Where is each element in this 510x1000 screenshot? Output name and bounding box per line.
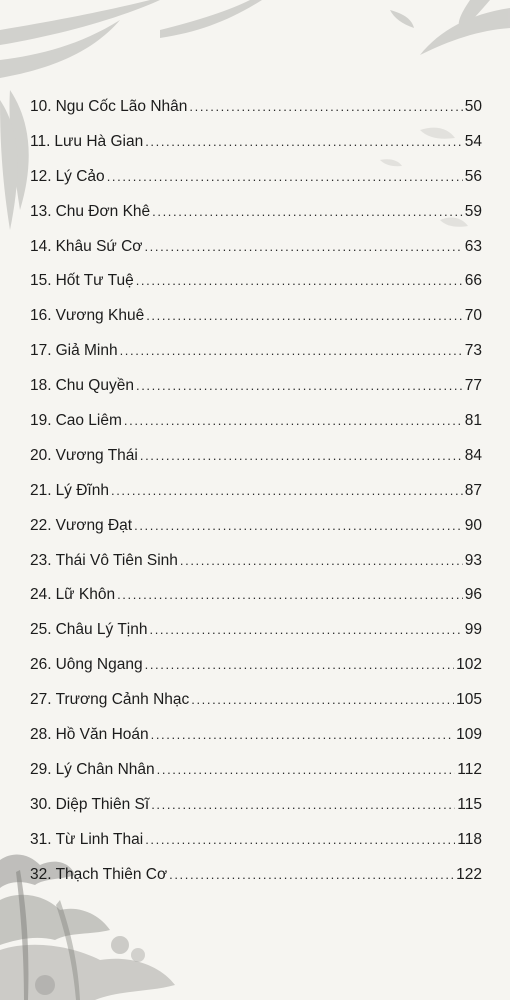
toc-entry-number: 30. [30,795,52,813]
dot-leader [117,587,463,602]
toc-entry-number: 22. [30,516,52,534]
toc-entry-number: 32. [30,865,52,883]
dot-leader [169,867,454,882]
toc-entry-page-number: 93 [464,551,482,569]
dot-leader [145,832,455,847]
toc-entry-page-number: 50 [464,98,482,115]
toc-entry-title: Vương Thái [55,446,138,464]
dot-leader [180,553,463,568]
toc-entry-page-number: 102 [456,656,482,674]
toc-entry-number: 10. [30,98,52,115]
toc-entry [30,517,482,552]
table-of-contents [30,98,482,900]
toc-entry-title: Lý Cảo [55,167,105,185]
toc-entry-page-number: 115 [457,795,482,813]
toc-entry-number: 28. [30,726,52,744]
toc-entry-title: Vương Khuê [55,307,145,325]
dot-leader [111,483,463,498]
toc-entry [30,203,482,238]
toc-entry-title: Uông Ngang [55,656,143,674]
dot-leader [149,622,462,637]
toc-entry-title: Thái Vô Tiên Sinh [55,551,178,569]
toc-entry-title: Diệp Thiên Sĩ [55,795,150,813]
toc-entry-title: Lý Chân Nhân [55,760,155,778]
toc-entry-page-number: 96 [464,586,482,604]
dot-leader [146,308,463,323]
toc-entry-title: Hồ Văn Hoán [55,726,149,744]
toc-entry [30,726,482,761]
toc-entry-page-number: 56 [464,167,482,185]
toc-entry-page-number: 84 [464,446,482,464]
toc-entry [30,482,482,517]
dot-leader [152,204,463,219]
toc-entry [30,412,482,447]
toc-entry-page-number: 122 [456,865,482,883]
toc-entry [30,796,482,831]
toc-entry-number: 21. [30,481,52,499]
toc-entry-page-number: 109 [456,726,482,744]
toc-entry-title: Vương Đạt [55,516,133,534]
dot-leader [145,657,455,672]
toc-entry [30,238,482,273]
toc-entry [30,761,482,796]
toc-entry-number: 15. [30,272,52,290]
toc-entry [30,98,482,133]
toc-entry-page-number: 77 [464,377,482,395]
toc-entry-title: Lý Đĩnh [55,481,109,499]
toc-entry-number: 13. [30,202,52,220]
toc-entry-page-number: 54 [464,132,482,150]
toc-entry-title: Ngu Cốc Lão Nhân [55,98,188,115]
dot-leader [124,413,463,428]
toc-entry-title: Lưu Hà Gian [54,132,144,150]
toc-entry-number: 11. [30,132,51,150]
toc-entry [30,377,482,412]
toc-entry-number: 31. [30,830,52,848]
toc-entry-title: Chu Quyền [55,377,134,395]
toc-entry-page-number: 99 [464,621,482,639]
toc-entry-page-number: 90 [464,516,482,534]
toc-entry [30,656,482,691]
toc-entry-title: Thạch Thiên Cơ [55,865,168,883]
toc-entry [30,552,482,587]
toc-entry-number: 17. [30,342,52,360]
toc-entry-number: 26. [30,656,52,674]
toc-entry-title: Từ Linh Thai [55,830,144,848]
toc-entry-page-number: 66 [464,272,482,290]
toc-entry-page-number: 112 [457,760,482,778]
toc-entry [30,342,482,377]
toc-entry-title: Chu Đơn Khê [55,202,151,220]
dot-leader [151,797,455,812]
dot-leader [144,239,462,254]
toc-entry-number: 19. [30,412,52,430]
toc-entry-page-number: 73 [464,342,482,360]
toc-entry [30,866,482,901]
dot-leader [136,273,463,288]
dot-leader [134,518,463,533]
toc-entry [30,168,482,203]
toc-entry [30,586,482,621]
toc-entry-page-number: 118 [457,830,482,848]
dot-leader [136,378,463,393]
toc-entry-number: 27. [30,691,52,709]
toc-entry-page-number: 59 [464,202,482,220]
toc-entry-page-number: 81 [464,412,482,430]
toc-entry [30,272,482,307]
toc-entry [30,691,482,726]
toc-entry-title: Hốt Tư Tuệ [55,272,134,290]
dot-leader [120,343,463,358]
toc-entry-page-number: 105 [456,691,482,709]
toc-entry [30,133,482,168]
bamboo-leaves-top-right [390,0,510,55]
toc-entry-title: Giả Minh [55,342,118,360]
dot-leader [145,134,463,149]
toc-entry [30,621,482,656]
dot-leader [191,692,454,707]
dot-leader [140,448,463,463]
toc-entry-title: Châu Lý Tịnh [55,621,148,639]
toc-entry-number: 24. [30,586,52,604]
toc-entry-number: 14. [30,237,52,255]
toc-entry-page-number: 87 [464,481,482,499]
toc-entry [30,447,482,482]
dot-leader [157,762,456,777]
toc-entry-number: 12. [30,167,52,185]
toc-entry-title: Cao Liêm [55,412,122,430]
toc-entry-number: 23. [30,551,52,569]
toc-entry-number: 29. [30,760,52,778]
toc-entry-number: 16. [30,307,52,325]
toc-entry-title: Trương Cảnh Nhạc [55,691,190,709]
toc-entry-page-number: 70 [464,307,482,325]
toc-entry-number: 25. [30,621,52,639]
dot-leader [189,99,462,114]
toc-entry [30,831,482,866]
toc-entry [30,307,482,342]
toc-entry-title: Lữ Khôn [55,586,116,604]
toc-entry-number: 18. [30,377,52,395]
toc-entry-title: Khâu Sứ Cơ [55,237,143,255]
toc-entry-number: 20. [30,446,52,464]
dot-leader [151,727,455,742]
toc-entry-page-number: 63 [464,237,482,255]
dot-leader [107,169,463,184]
